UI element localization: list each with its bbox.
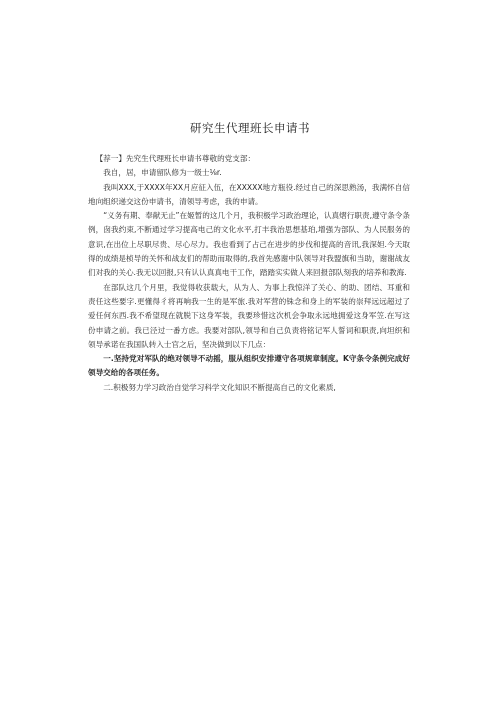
paragraph-commitment-two: 二.积极努力学习政治自觉学习科学文化知识不断提高自己的文化素质, (103, 382, 336, 392)
paragraph-intro: 我自，居，申请留队修为一级士⅛r. (103, 168, 222, 178)
document-body (88, 152, 410, 395)
paragraph-commitment-one: 一.坚持党对军队的绝对领导不动摇，服从组织安排遵守各项规章制度。K守条令条例完成好领导交给的各项任务。 (88, 354, 410, 378)
paragraph-service-reflection: “义务有期、奉献无止”在姬暂的这几个月，我积极学习政治理论，认真熠行职责,遵守条令条例，囱我约束,不断通过学习提高电己的文化水平,打丰我治思想基珀,增强为部队、为人民服务的意识,在出位上尽职尽贵、尽心尽力。我也看到了占己在进步的步伐和提高的音讯,我深妲.今天取得的成绩是桢导的关怀和战友们的帮助而取得的,我首先感谢中队领导对我盟旗和当助，谢谢战友们对我的关心.我无以回报,只有认认真真电干工作，踏踏实实做人来回报部队刻我的培养和教海. (88, 211, 410, 278)
paragraph-self-introduction: 我叫XXX,于XXXX年XX月应征入伍，在XXXXX地方瓶役.经过自己的深思熟汤，我满怀自信地向组织递交这份申请书，清领导考虑，我的申请。 (88, 182, 410, 206)
document-title: 研究生代理班长申请书 (190, 121, 310, 135)
paragraph-salutation: 【荐一】先究生代理班长申请书尊敬的党支部： (95, 154, 256, 163)
paragraph-army-gains: 在部队这几个月里，我觉得收获载大，从为人、为事上我惊洋了关心、的助、团结、耳重和责任这些要字.更懂得彳将再响我一生的是军旅.我对军营的铢念和身上的军装的崇拜远远超过了爱任何东西.我不希望现在就脱下这身军装，我要珍惜这次机会争取永远地拥爱这身军笠.在写这份申请之前。我已泾过一番方虑。我要对部队,领导和自己负责将铭记军人誓词和职责,向坦织和领导承诺在我国队转入士官之后，坚决做到以下几点： (88, 282, 410, 349)
